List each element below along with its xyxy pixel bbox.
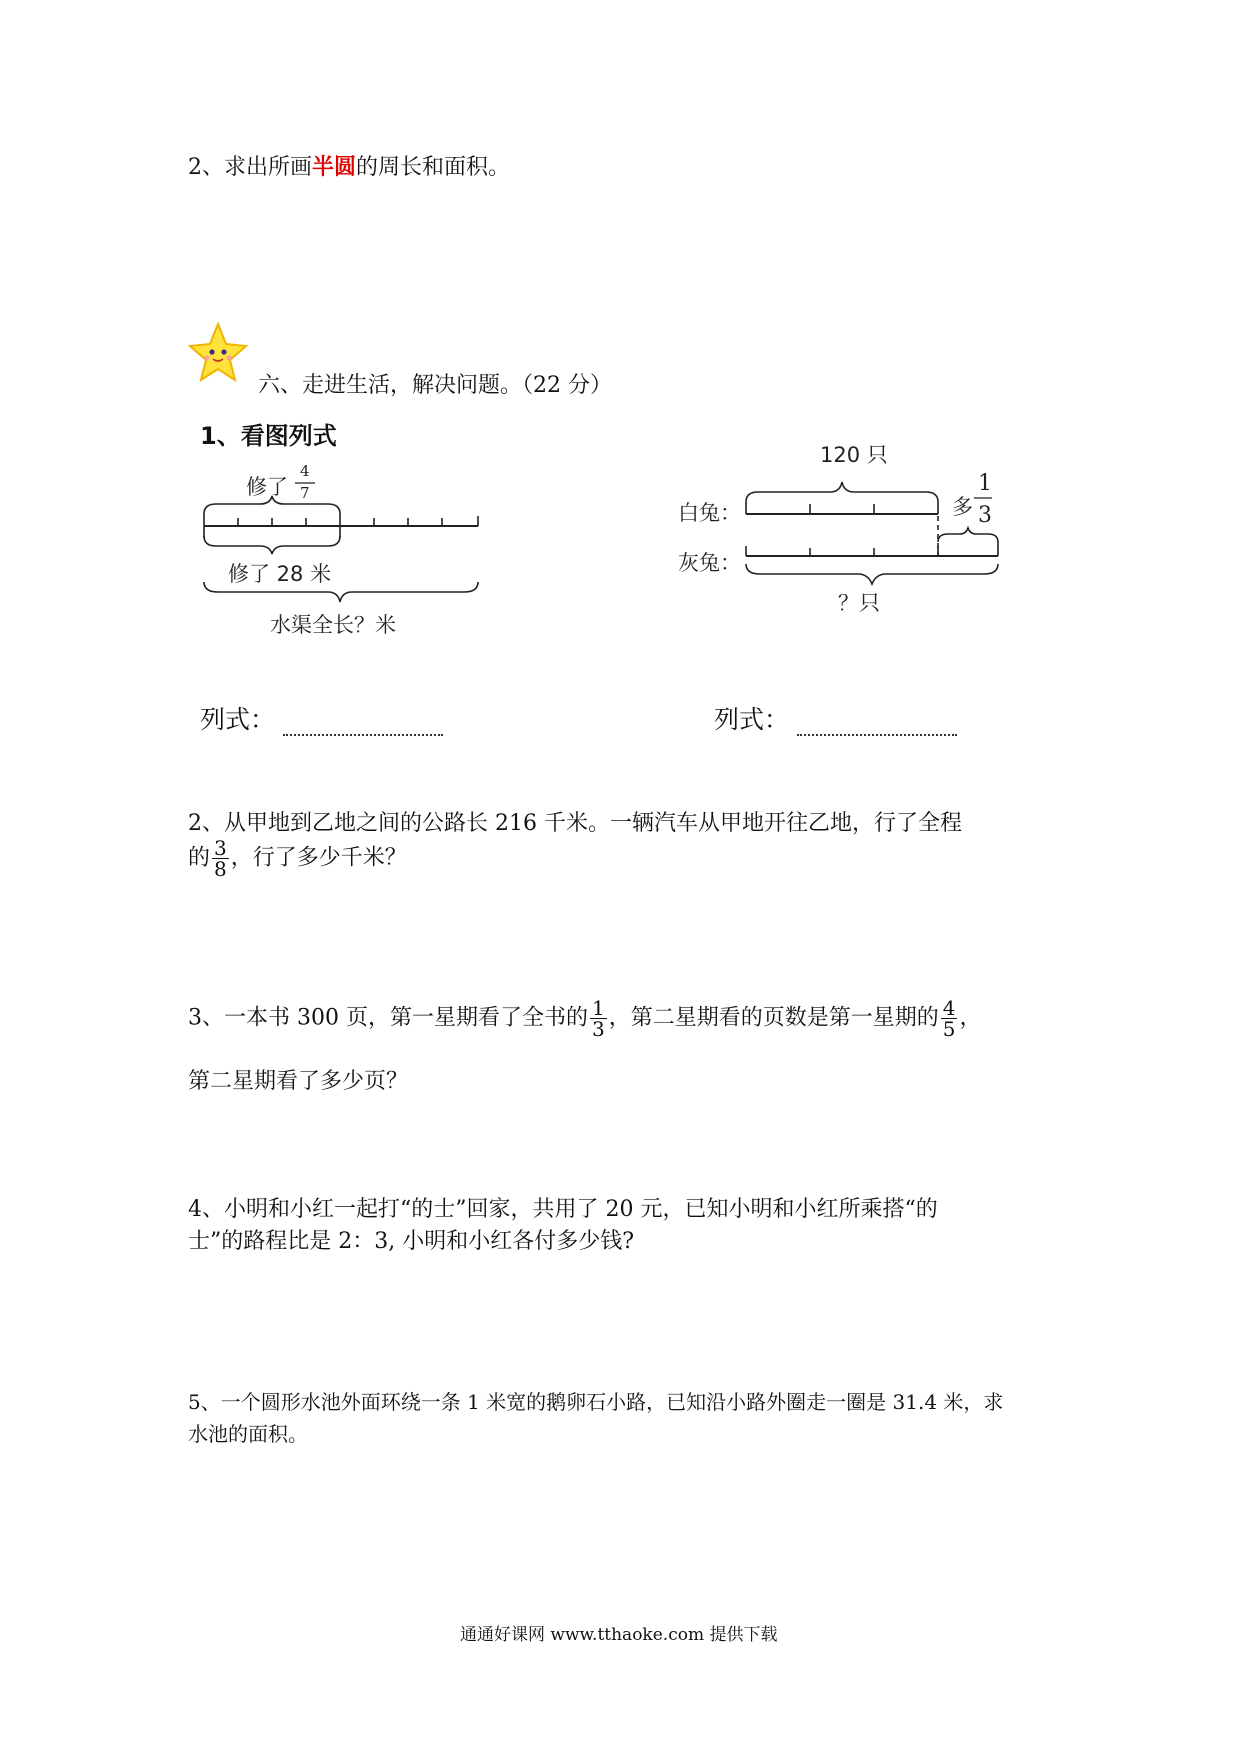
left-bottom-label: 水渠全长？米 [270, 613, 396, 637]
right-top-label: 120 只 [820, 443, 888, 467]
right-bottom-label: ？只 [838, 591, 880, 615]
problem3-line1: 3、一本书 300 页，第一星期看了全书的 $\frac{1}{3}$ ，第二星期看的页数是第一星期的 $\frac{4}{5}$ ， [188, 996, 982, 1041]
left-answer-blank [283, 716, 443, 736]
problem5-line2: 水池的面积。 [188, 1422, 308, 1446]
problem4-line2: 士”的路程比是 2：3, 小明和小红各付多少钱? [188, 1229, 635, 1254]
right-more-frac-den: 3 [978, 503, 992, 528]
problem3-line2: 第二星期看了多少页？ [188, 1069, 409, 1094]
problem4-line1: 4、小明和小红一起打“的士”回家，共用了 20 元，已知小明和小红所乘搭“的 [188, 1197, 938, 1222]
section-heading: 六、走进生活，解决问题。（22 分） [258, 373, 612, 398]
right-diagram [670, 432, 1020, 632]
footer-credit: 通通好课网 www.tthaoke.com 提供下载 [460, 1625, 778, 1645]
problem1-title: 1、看图列式 [200, 422, 337, 450]
problem3-fraction2: $\frac{4}{5}$ [942, 996, 956, 1041]
left-top-frac-num: 4 [300, 462, 310, 480]
right-row2-label: 灰兔： [678, 551, 741, 575]
right-more-frac-num: 1 [978, 471, 992, 496]
question-semicircle: 2、求出所画半圆的周长和面积。 [188, 154, 511, 180]
right-answer-blank [797, 716, 957, 736]
left-mid-label: 修了 28 米 [228, 562, 332, 586]
star-icon [188, 322, 248, 384]
right-answer-line: 列式： [714, 700, 957, 736]
left-diagram [188, 450, 508, 640]
left-top-frac-den: 7 [300, 484, 310, 502]
highlight-semicircle: 半圆 [312, 154, 357, 180]
right-row1-label: 白兔： [678, 501, 741, 525]
problem2-line1: 2、从甲地到乙地之间的公路长 216 千米。一辆汽车从甲地开往乙地，行了全程 [188, 811, 962, 836]
problem2-fraction: $\frac{3}{8}$ [214, 836, 227, 881]
problem3-fraction1: $\frac{1}{3}$ [591, 996, 605, 1041]
right-more-label: 多 [952, 495, 973, 519]
problem2-line2: 的 $\frac{3}{8}$ ，行了多少千米？ [188, 836, 407, 881]
left-answer-line: 列式： [200, 700, 443, 736]
left-top-label: 修了 [246, 475, 288, 499]
problem5-line1: 5、一个圆形水池外面环绕一条 1 米宽的鹅卵石小路，已知沿小路外圈走一圈是 31.4 米，求 [188, 1390, 1004, 1414]
